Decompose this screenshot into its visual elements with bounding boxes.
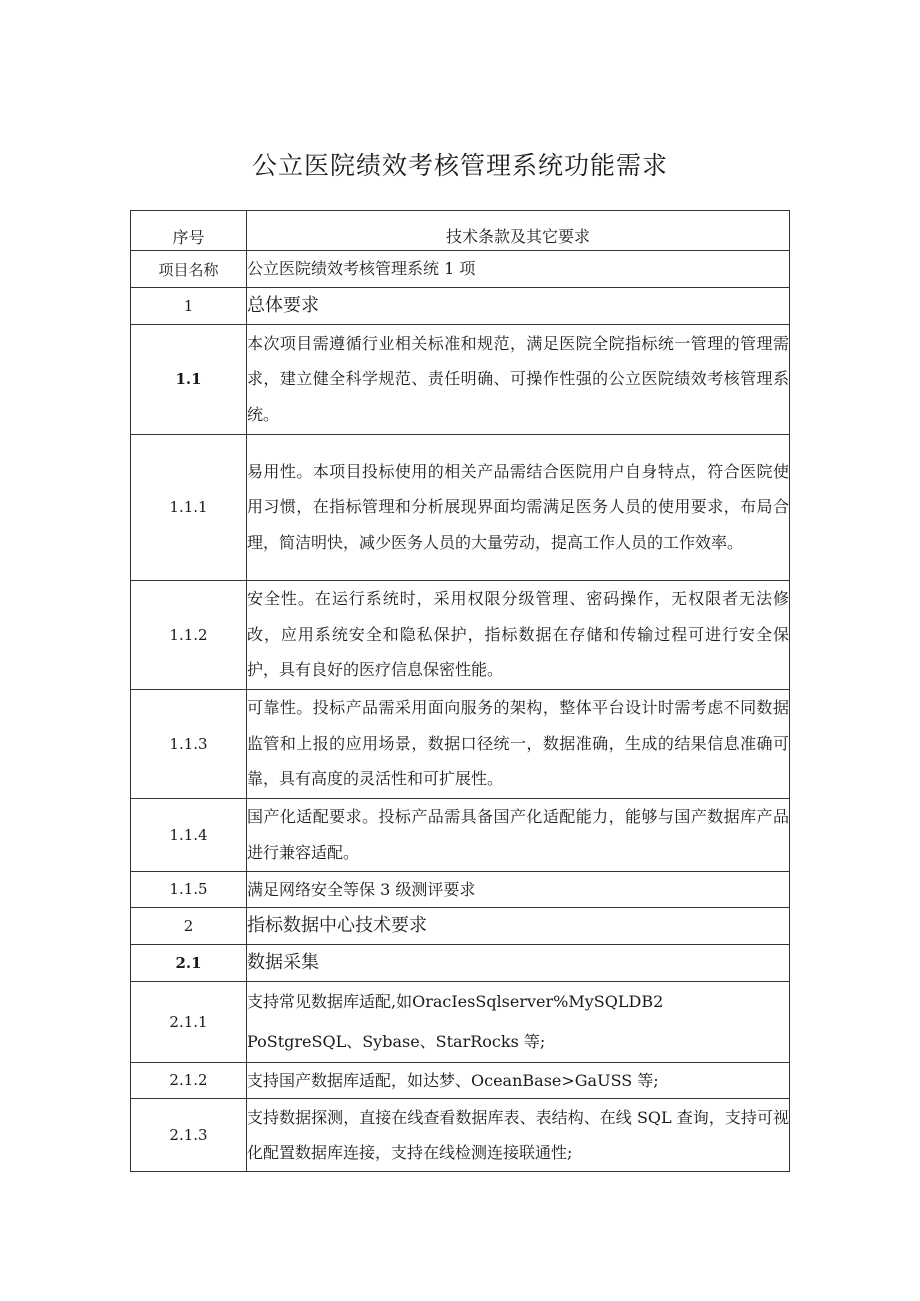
row-seq: 项目名称: [131, 251, 247, 288]
table-row: [131, 434, 790, 580]
table-row: [131, 288, 790, 325]
table-row: [131, 251, 790, 288]
table-row: [131, 324, 790, 434]
row-text: 安全性。在运行系统时，采用权限分级管理、密码操作，无权限者无法修改，应用系统安全和隐私保护，指标数据在存储和传输过程可进行安全保护，具有良好的医疗信息保密性能。: [247, 580, 790, 689]
row-seq: 1: [131, 288, 247, 325]
row-text: 总体要求: [247, 288, 790, 325]
row-seq: 2.1.1: [131, 981, 247, 1062]
header-seq: 序号: [131, 211, 247, 251]
row-seq: 2.1: [131, 945, 247, 982]
table-row: [131, 945, 790, 982]
row-seq: 1.1.2: [131, 580, 247, 689]
row-text: 可靠性。投标产品需采用面向服务的架构，整体平台设计时需考虑不同数据监管和上报的应用场景，数据口径统一，数据准确，生成的结果信息准确可靠，具有高度的灵活性和可扩展性。: [247, 689, 790, 798]
row-text: 支持国产数据库适配，如达梦、OceanBase>GaUSS 等;: [247, 1062, 790, 1099]
row-text-line: 支持常见数据库适配,如OracIesSqlserver%MySQLDB2: [247, 991, 664, 1011]
row-seq: 2.1.2: [131, 1062, 247, 1099]
table-row: [131, 871, 790, 908]
table-row: [131, 798, 790, 871]
header-content: 技术条款及其它要求: [247, 211, 790, 251]
table-row: [131, 908, 790, 945]
row-seq: 1.1: [131, 324, 247, 434]
row-text: 满足网络安全等保 3 级测评要求: [247, 871, 790, 908]
row-text: 本次项目需遵循行业相关标准和规范，满足医院全院指标统一管理的管理需求，建立健全科学规范、责任明确、可操作性强的公立医院绩效考核管理系统。: [247, 324, 790, 434]
table-row: [131, 981, 790, 1062]
row-seq: 2: [131, 908, 247, 945]
table-header-row: [131, 211, 790, 251]
table-row: [131, 580, 790, 689]
row-text: 指标数据中心技术要求: [247, 908, 790, 945]
row-seq: 1.1.1: [131, 434, 247, 580]
requirements-table: [130, 210, 790, 1172]
row-seq: 1.1.4: [131, 798, 247, 871]
row-seq: 1.1.5: [131, 871, 247, 908]
row-text: 国产化适配要求。投标产品需具备国产化适配能力，能够与国产数据库产品进行兼容适配。: [247, 798, 790, 871]
row-text-line: PoStgreSQL、Sybase、StarRocks 等;: [247, 1031, 546, 1051]
row-text: 支持数据探测，直接在线查看数据库表、表结构、在线 SQL 查询，支持可视化配置数据库连接，支持在线检测连接联通性;: [247, 1099, 790, 1172]
row-text: 易用性。本项目投标使用的相关产品需结合医院用户自身特点，符合医院使用习惯，在指标管理和分析展现界面均需满足医务人员的使用要求，布局合理，简洁明快，减少医务人员的大量劳动，提高工作人员的工作效率。: [247, 434, 790, 580]
table-row: [131, 1099, 790, 1172]
row-seq: 1.1.3: [131, 689, 247, 798]
table-row: [131, 1062, 790, 1099]
row-text: 数据采集: [247, 945, 790, 982]
row-text: 公立医院绩效考核管理系统 1 项: [247, 251, 790, 288]
row-text: [247, 981, 790, 1062]
document-title: 公立医院绩效考核管理系统功能需求: [251, 151, 668, 180]
table-row: [131, 689, 790, 798]
row-seq: 2.1.3: [131, 1099, 247, 1172]
